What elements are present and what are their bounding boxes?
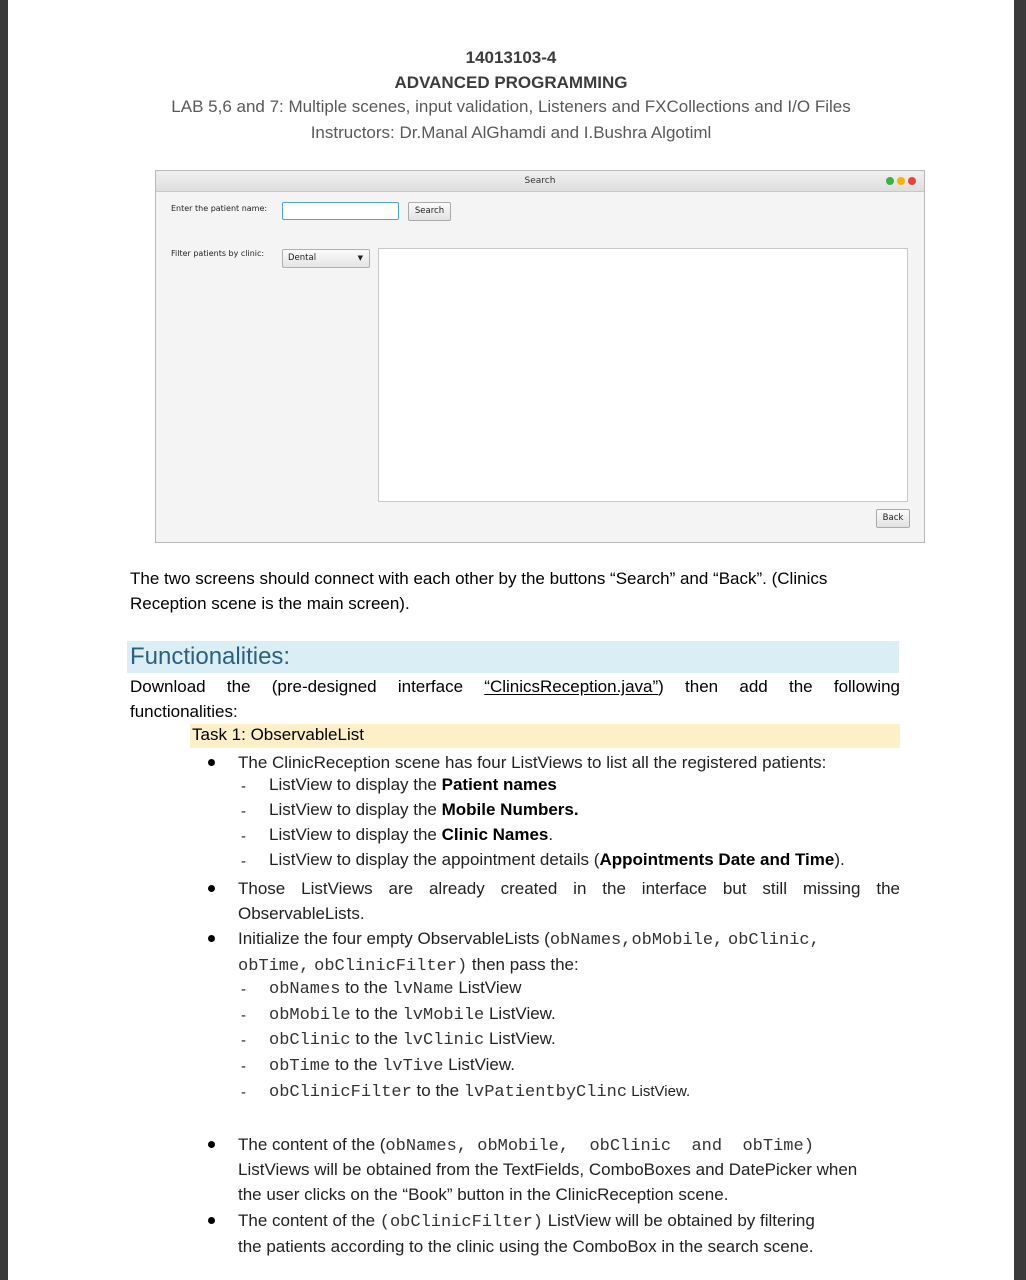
back-button[interactable]: Back — [876, 509, 910, 528]
dash-icon: - — [241, 778, 246, 795]
close-dot-icon[interactable] — [908, 177, 916, 185]
clinic-filter-combobox[interactable] — [282, 249, 370, 268]
search-button[interactable]: Search — [408, 202, 451, 221]
bullet-4-line-1: The content of the (obNames, obMobile, obClinic and obTime) — [238, 1135, 814, 1156]
sub-item-mobile-numbers: ListView to display the Mobile Numbers. — [269, 800, 579, 819]
dash-icon: - — [241, 1084, 246, 1101]
chevron-down-icon: ▼ — [357, 254, 363, 262]
bullet-4-line-2: ListViews will be obtained from the TextFields, ComboBoxes and DatePicker when — [238, 1160, 858, 1179]
pass-item-mobile: obMobile to the lvMobile ListView. — [269, 1004, 556, 1025]
pass-item-clinic-filter: obClinicFilter to the lvPatientbyClinc ListView. — [269, 1081, 691, 1102]
window-title: Search — [524, 176, 556, 186]
window-title-bar — [156, 171, 924, 192]
search-window-screenshot — [155, 170, 925, 543]
patients-by-clinic-listview[interactable] — [378, 248, 908, 502]
bullet-icon — [208, 1217, 215, 1224]
intro-line-1: The two screens should connect with each other by the buttons “Search” and “Back”. (Clinics — [130, 569, 828, 588]
bullet-icon — [208, 1141, 215, 1148]
bullet-2-line-1: Those ListViews are already created in the interface but still missing the — [238, 879, 900, 898]
bullet-4-line-3: the user clicks on the “Book” button in the ClinicReception scene. — [238, 1185, 729, 1204]
dash-icon: - — [241, 1032, 246, 1049]
bullet-icon — [208, 885, 215, 892]
bullet-1: The ClinicReception scene has four ListViews to list all the registered patients: — [238, 753, 827, 772]
bullet-icon — [208, 759, 215, 766]
bullet-3-line-2: obTime, obClinicFilter) then pass the: — [238, 955, 579, 976]
patient-name-label: Enter the patient name: — [171, 204, 268, 213]
document-page — [8, 0, 1014, 1280]
course-title: ADVANCED PROGRAMMING — [394, 73, 628, 92]
patient-name-input[interactable] — [282, 202, 399, 220]
bullet-2-line-2: ObservableLists. — [238, 904, 365, 923]
minimize-dot-icon[interactable] — [897, 177, 905, 185]
sub-item-appointments: ListView to display the appointment details (Appointments Date and Time). — [269, 850, 845, 869]
lab-title: LAB 5,6 and 7: Multiple scenes, input validation, Listeners and FXCollections and I/O Files — [171, 97, 851, 116]
sub-item-patient-names: ListView to display the Patient names — [269, 775, 557, 794]
intro-line-2: Reception scene is the main screen). — [130, 594, 410, 613]
download-line-2: functionalities: — [130, 702, 238, 721]
download-line-1: Download the (pre-designed interface “ClinicsReception.java”) then add the following — [130, 677, 900, 696]
dash-icon: - — [241, 1007, 246, 1024]
pass-item-clinic: obClinic to the lvClinic ListView. — [269, 1029, 556, 1050]
clinic-filter-value: Dental — [288, 253, 317, 263]
maximize-dot-icon[interactable] — [886, 177, 894, 185]
dash-icon: - — [241, 803, 246, 820]
task1-heading: Task 1: ObservableList — [192, 725, 364, 744]
functionalities-heading: Functionalities: — [130, 643, 291, 670]
pass-item-names: obNames to the lvName ListView — [269, 978, 522, 999]
bullet-3-line-1: Initialize the four empty ObservableLists (obNames,obMobile, obClinic, — [238, 929, 820, 950]
sub-item-clinic-names: ListView to display the Clinic Names. — [269, 825, 554, 844]
filter-clinic-label: Filter patients by clinic: — [171, 249, 265, 258]
bullet-icon — [208, 935, 215, 942]
clinics-reception-file-link[interactable]: “ClinicsReception.java” — [484, 677, 659, 696]
dash-icon: - — [241, 981, 246, 998]
bullet-5-line-2: the patients according to the clinic using the ComboBox in the search scene. — [238, 1237, 814, 1256]
dash-icon: - — [241, 853, 246, 870]
dash-icon: - — [241, 828, 246, 845]
bullet-5-line-1: The content of the (obClinicFilter) ListView will be obtained by filtering — [238, 1211, 815, 1232]
dash-icon: - — [241, 1058, 246, 1075]
instructors: Instructors: Dr.Manal AlGhamdi and I.Bushra Algotiml — [310, 123, 712, 142]
pass-item-time: obTime to the lvTive ListView. — [269, 1055, 515, 1076]
course-code: 14013103-4 — [465, 48, 557, 67]
